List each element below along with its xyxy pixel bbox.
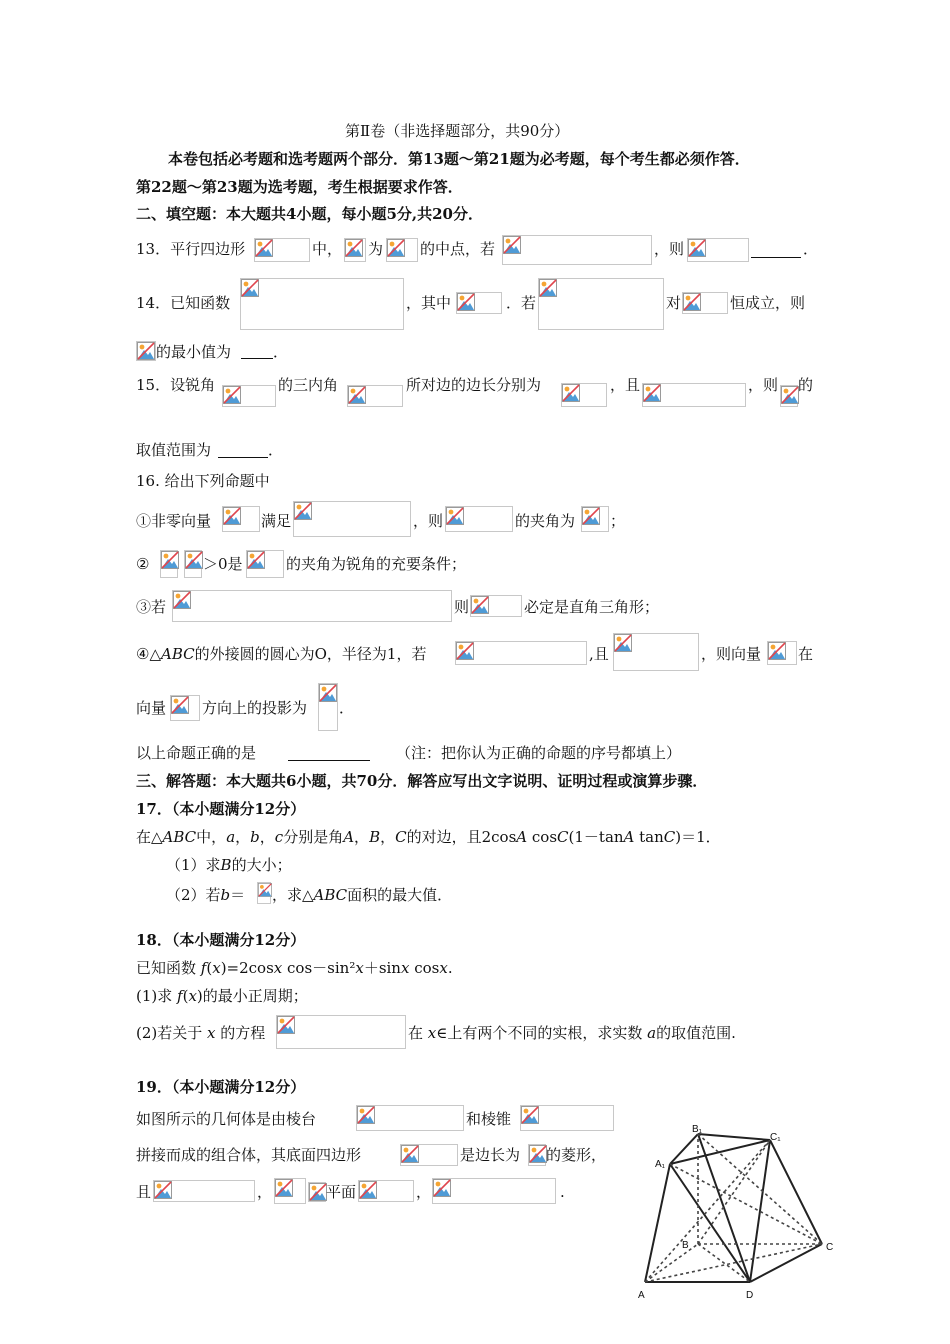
q17-part1: （1）求B的大小；	[166, 856, 292, 874]
q16-p4-e: 在	[798, 645, 814, 663]
formula-image	[358, 1180, 414, 1202]
formula-image	[160, 550, 178, 578]
q19-title: 19．（本小题满分12分）	[136, 1078, 306, 1096]
formula-image	[344, 238, 366, 262]
formula-image	[293, 501, 411, 537]
formula-image	[528, 1144, 546, 1166]
formula-image	[172, 590, 452, 622]
q16-p4-c: ,且	[589, 645, 609, 663]
formula-image	[240, 278, 404, 330]
formula-image	[318, 683, 338, 731]
broken-image-icon	[614, 634, 632, 652]
label-C1: C₁	[770, 1132, 781, 1143]
formula-image	[136, 341, 156, 361]
formula-image	[538, 278, 664, 330]
q13-text-b: 中，	[312, 240, 343, 258]
broken-image-icon	[503, 236, 521, 254]
broken-image-icon	[294, 502, 312, 520]
q16-p3-c: 必定是直角三角形；	[524, 598, 660, 616]
q17-title: 17．（本小题满分12分）	[136, 800, 306, 818]
formula-image	[308, 1182, 326, 1202]
broken-image-icon	[539, 279, 557, 297]
formula-image	[222, 385, 276, 407]
formula-image	[386, 238, 418, 262]
q14-text-d: 对	[666, 294, 682, 312]
formula-image	[257, 882, 271, 904]
q16-p4-g: 方向上的投影为	[202, 699, 308, 717]
q16-p1-c: ，则	[413, 512, 444, 530]
q13-text-e: ，则	[654, 240, 685, 258]
q19-l3-c: 平面	[326, 1183, 357, 1201]
q14-text-b: ，其中	[406, 294, 452, 312]
answer-blank[interactable]	[241, 358, 273, 359]
q14-text-c: ．若	[506, 294, 537, 312]
broken-image-icon	[688, 239, 706, 257]
label-B1: B₁	[692, 1124, 703, 1135]
formula-image	[356, 1105, 464, 1131]
broken-image-icon	[529, 1145, 547, 1163]
formula-image	[502, 235, 652, 265]
broken-image-icon	[643, 384, 661, 402]
formula-image	[780, 385, 798, 407]
formula-image	[561, 383, 607, 407]
q18-title: 18．（本小题满分12分）	[136, 931, 306, 949]
q17-part2-a: （2）若b＝	[166, 886, 246, 904]
broken-image-icon	[345, 239, 363, 257]
formula-image	[642, 383, 746, 407]
q16-p1-e: ；	[610, 512, 626, 530]
broken-image-icon	[223, 507, 241, 525]
q16-p4-d: ，则向量	[701, 645, 762, 663]
page-title: 第Ⅱ卷（非选择题部分，共90分）	[345, 122, 570, 140]
formula-image	[581, 506, 609, 532]
broken-image-icon	[137, 342, 155, 360]
q17-part2-b: ，求△ABC面积的最大值．	[272, 886, 453, 904]
section-2-heading: 二、填空题：本大题共4小题，每小题5分,共20分．	[136, 205, 483, 223]
formula-image	[687, 238, 749, 262]
q16-p1-d: 的夹角为	[515, 512, 576, 530]
q19-l1-a: 如图所示的几何体是由棱台	[136, 1110, 317, 1128]
broken-image-icon	[223, 386, 241, 404]
formula-image	[456, 292, 502, 314]
broken-image-icon	[456, 642, 474, 660]
formula-image	[347, 385, 403, 407]
broken-image-icon	[446, 507, 464, 525]
q16-intro: 16. 给出下列命题中	[136, 472, 270, 490]
q13-text-a: 13．平行四边形	[136, 240, 246, 258]
q13-text-d: 的中点，若	[420, 240, 496, 258]
q14-text-g: ．	[273, 343, 289, 361]
q16-p1-a: ①非零向量	[136, 512, 212, 530]
broken-image-icon	[582, 507, 600, 525]
formula-image	[520, 1105, 614, 1131]
q16-p1-b: 满足	[261, 512, 292, 530]
q19-l3-b: ，	[257, 1183, 273, 1201]
q19-l2-a: 拼接而成的组合体，其底面四边形	[136, 1146, 362, 1164]
q16-p3-a: ③若	[136, 598, 167, 616]
q16-p2-c: 的夹角为锐角的充要条件；	[286, 555, 467, 573]
broken-image-icon	[173, 591, 191, 609]
formula-image	[613, 633, 699, 671]
formula-image	[222, 506, 260, 532]
q15-text-h: ．	[268, 441, 284, 459]
broken-image-icon	[359, 1181, 377, 1199]
q16-p4-h: ．	[339, 699, 355, 717]
broken-image-icon	[277, 1016, 295, 1034]
broken-image-icon	[683, 293, 701, 311]
formula-image	[170, 695, 200, 721]
q19-l3-e: .	[560, 1183, 565, 1201]
broken-image-icon	[275, 1179, 293, 1197]
q19-l1-b: 和棱锥	[466, 1110, 512, 1128]
q14-text-f: 的最小值为	[156, 343, 232, 361]
label-C: C	[826, 1242, 834, 1253]
q19-l3-a: 且	[136, 1183, 152, 1201]
q15-text-e: ，则	[748, 376, 779, 394]
formula-image	[274, 1178, 306, 1204]
broken-image-icon	[241, 279, 259, 297]
broken-image-icon	[247, 551, 265, 569]
formula-image	[470, 595, 522, 617]
q13-text-c: 为	[368, 240, 384, 258]
broken-image-icon	[258, 883, 272, 897]
q15-text-f: 的	[798, 376, 814, 394]
q16-p2-a: ②	[136, 555, 150, 573]
answer-blank[interactable]	[751, 257, 801, 258]
formula-image	[432, 1178, 556, 1204]
broken-image-icon	[154, 1181, 172, 1199]
label-B: B	[682, 1240, 689, 1251]
broken-image-icon	[185, 551, 203, 569]
broken-image-icon	[562, 384, 580, 402]
broken-image-icon	[171, 696, 189, 714]
q14-text-e: 恒成立，则	[730, 294, 806, 312]
q16-p3-b: 则	[454, 598, 470, 616]
q16-p2-b: ＞0是	[203, 555, 243, 573]
intro-line-1: 本卷包括必考题和选考题两个部分．第13题～第21题为必考题，每个考生都必须作答．	[168, 150, 750, 168]
broken-image-icon	[768, 642, 786, 660]
q15-text-a: 15．设锐角	[136, 376, 216, 394]
label-D: D	[746, 1290, 754, 1301]
formula-image	[246, 550, 284, 578]
broken-image-icon	[309, 1183, 327, 1201]
formula-image	[445, 506, 513, 532]
q15-text-g: 取值范围为	[136, 441, 212, 459]
formula-image	[400, 1144, 458, 1166]
q18-part2-b: 在 x∈上有两个不同的实根，求实数 a的取值范围.	[408, 1024, 736, 1042]
formula-image	[276, 1015, 406, 1049]
q19-l2-b: 是边长为	[460, 1146, 521, 1164]
formula-image	[184, 550, 202, 578]
q19-l3-d: ，	[416, 1183, 432, 1201]
q13-text-f: ．	[803, 240, 819, 258]
formula-image	[767, 641, 797, 665]
broken-image-icon	[433, 1179, 451, 1197]
formula-image	[254, 238, 310, 262]
q18-part2-a: (2)若关于 x 的方程	[136, 1024, 266, 1042]
q16-p4-f: 向量	[136, 699, 167, 717]
q16-answer-line: 以上命题正确的是	[136, 744, 257, 762]
q16-p4-a: ④△ABC的外接圆的圆心为O，半径为1，若	[136, 645, 427, 663]
q18-part1: (1)求 f(x)的最小正周期；	[136, 987, 308, 1005]
q15-text-c: 所对边的边长分别为	[406, 376, 542, 394]
q17-stem: 在△ABC中，a，b，c分别是角A，B，C的对边，且2cosA cosC(1－tanA tanC)＝1．	[136, 828, 721, 846]
q14-text-a: 14．已知函数	[136, 294, 231, 312]
label-A: A	[638, 1290, 645, 1301]
q15-text-b: 的三内角	[278, 376, 339, 394]
broken-image-icon	[319, 684, 337, 702]
formula-image	[153, 1180, 255, 1202]
geometry-figure	[630, 1120, 844, 1302]
broken-image-icon	[521, 1106, 539, 1124]
intro-line-2: 第22题～第23题为选考题，考生根据要求作答．	[136, 178, 463, 196]
broken-image-icon	[255, 239, 273, 257]
q18-stem: 已知函数 f(x)=2cosx cos－sin²x＋sinx cosx.	[136, 959, 453, 977]
broken-image-icon	[401, 1145, 419, 1163]
broken-image-icon	[161, 551, 179, 569]
broken-image-icon	[781, 386, 799, 404]
formula-image	[682, 292, 728, 314]
broken-image-icon	[457, 293, 475, 311]
q16-note: （注：把你认为正确的命题的序号都填上）	[396, 744, 682, 762]
broken-image-icon	[348, 386, 366, 404]
broken-image-icon	[357, 1106, 375, 1124]
answer-blank[interactable]	[218, 457, 268, 458]
section-3-heading: 三、解答题：本大题共6小题，共70分．解答应写出文字说明、证明过程或演算步骤．	[136, 772, 708, 790]
broken-image-icon	[387, 239, 405, 257]
answer-blank[interactable]	[288, 760, 370, 761]
q19-l2-c: 的菱形，	[546, 1146, 607, 1164]
broken-image-icon	[471, 596, 489, 614]
label-A1: A₁	[655, 1159, 666, 1170]
q15-text-d: ，且	[610, 376, 641, 394]
formula-image	[455, 641, 587, 665]
